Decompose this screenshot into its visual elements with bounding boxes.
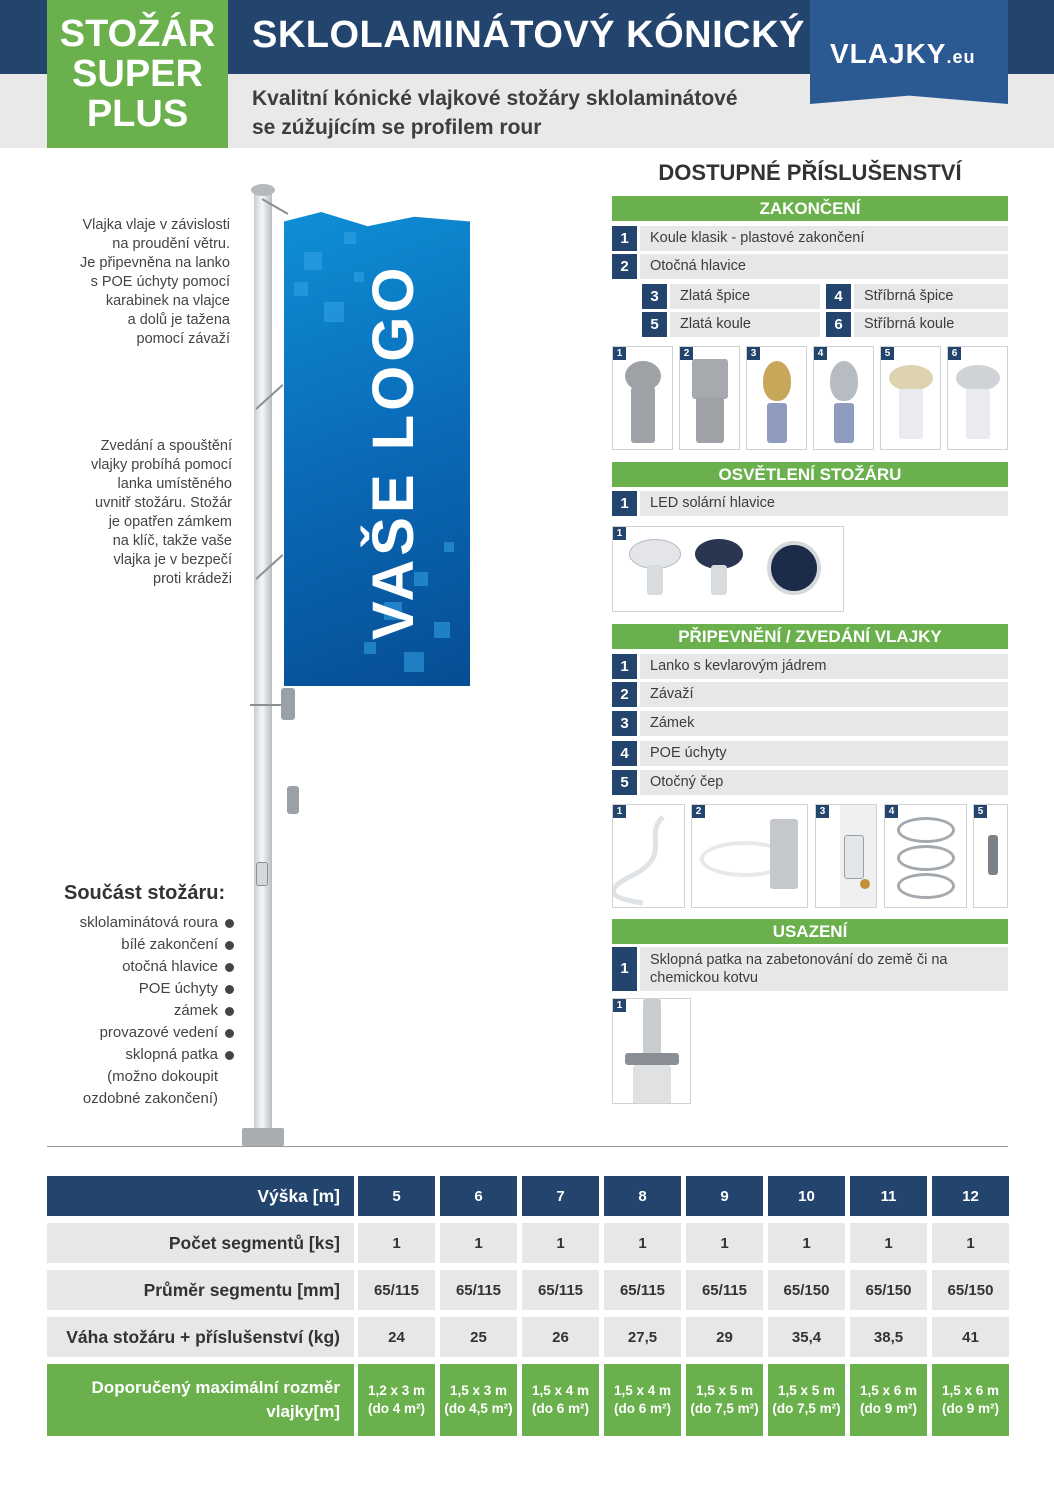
table-row-label: Průměr segmentu [mm] (47, 1270, 354, 1310)
table-cell: 9 (686, 1176, 763, 1216)
note-line: na klíč, takže vaše (112, 533, 232, 549)
table-cell: 65/150 (850, 1270, 927, 1310)
table-cell: 24 (358, 1317, 435, 1357)
table-cell (604, 1364, 681, 1436)
note-line: je opatřen zámkem (108, 514, 232, 530)
item-label: POE úchyty (640, 741, 1008, 766)
led-base (647, 565, 663, 595)
item-number: 4 (612, 741, 637, 766)
finial-base (899, 389, 923, 439)
table-cell: 26 (522, 1317, 599, 1357)
part-item: otočná hlavice (40, 956, 236, 978)
accessory-row (642, 312, 820, 337)
table-cell (686, 1364, 763, 1436)
flag-note (40, 216, 230, 349)
swivel-thumb (973, 804, 1008, 908)
base-thumb (612, 998, 691, 1104)
thumb-number: 1 (613, 805, 626, 818)
thumb-number: 3 (816, 805, 829, 818)
lock-icon (256, 862, 268, 886)
item-number: 1 (612, 654, 637, 679)
table-row-label: Počet segmentů [ks] (47, 1223, 354, 1263)
item-label: Závaží (640, 682, 1008, 707)
accessory-row (612, 682, 1008, 707)
thumb-number: 6 (948, 347, 961, 360)
swivel-icon (988, 835, 998, 875)
item-number: 2 (612, 254, 637, 279)
item-label: Zlatá koule (670, 312, 820, 337)
item-label: Koule klasik - plastové zakončení (640, 226, 1008, 251)
item-label: Stříbrná koule (854, 312, 1008, 337)
finial-base (834, 403, 854, 443)
table-cell: 25 (440, 1317, 517, 1357)
flag-size: 1,5 x 4 m (531, 1383, 590, 1398)
table-cell: 65/115 (686, 1270, 763, 1310)
part-item: provazové vedení (40, 1022, 236, 1044)
flag-size: 1,5 x 3 m (449, 1383, 508, 1398)
thumb-number: 4 (885, 805, 898, 818)
badge-line: SUPER (72, 53, 203, 95)
flag-size: 1,5 x 5 m (777, 1383, 836, 1398)
table-cell: 1 (768, 1223, 845, 1263)
table-cell (358, 1364, 435, 1436)
thumb-number: 5 (881, 347, 894, 360)
flag-area: (do 6 m²) (532, 1401, 589, 1416)
table-cell (440, 1364, 517, 1436)
solar-panel-top (767, 541, 821, 595)
accessory-row (612, 491, 1008, 516)
ring-icon (897, 873, 955, 899)
parts-list (40, 912, 236, 1110)
table-cell: 7 (522, 1176, 599, 1216)
item-label: Zlatá špice (670, 284, 820, 309)
subtitle-line: Kvalitní kónické vlajkové stožáry sklolaminátové (252, 87, 738, 110)
item-label: Lanko s kevlarovým jádrem (640, 654, 1008, 679)
weight-thumb (691, 804, 808, 908)
silver-spike (830, 361, 858, 401)
flag-size: 1,5 x 4 m (613, 1383, 672, 1398)
badge-line: PLUS (86, 93, 189, 135)
item-number: 5 (642, 312, 667, 337)
flag-pattern (404, 652, 424, 672)
logo-suffix: .eu (946, 47, 976, 67)
ring-icon (897, 817, 955, 843)
item-label: Otočný čep (640, 770, 1008, 795)
part-note: ozdobné zakončení) (82, 1090, 218, 1107)
key-icon (860, 879, 870, 889)
weight-body (770, 819, 798, 889)
note-line: s POE úchyty pomocí (90, 274, 230, 290)
section-header-osvetleni: OSVĚTLENÍ STOŽÁRU (612, 462, 1008, 487)
finial-thumb (880, 346, 941, 450)
rope-thumb (612, 804, 685, 908)
table-cell: 65/115 (604, 1270, 681, 1310)
flag-area: (do 6 m²) (614, 1401, 671, 1416)
flag-logo-text: VAŠE LOGO (361, 263, 426, 640)
table-cell (522, 1364, 599, 1436)
note-line: Zvedání a spouštění (100, 438, 232, 454)
thumb-number: 2 (680, 347, 693, 360)
table-row-label: Doporučený maximální rozměr vlajky[m] (47, 1364, 354, 1436)
table-cell: 27,5 (604, 1317, 681, 1357)
flag-pattern (444, 542, 454, 552)
note-line: a dolů je tažena (127, 312, 230, 328)
part-item: sklolaminátová roura (40, 912, 236, 934)
item-number: 3 (612, 711, 637, 736)
table-cell: 1 (850, 1223, 927, 1263)
accessory-row (612, 741, 1008, 766)
note-line: Je připevněna na lanko (80, 255, 230, 271)
page-title: SKLOLAMINÁTOVÝ KÓNICKÝ (252, 14, 805, 56)
finial-base (767, 403, 787, 443)
table-cell: 41 (932, 1317, 1009, 1357)
table-cell: 65/150 (768, 1270, 845, 1310)
note-line: pomocí závaží (136, 331, 230, 347)
flag-size: 1,5 x 5 m (695, 1383, 754, 1398)
flag-size: 1,5 x 6 m (859, 1383, 918, 1398)
flag-area: (do 9 m²) (942, 1401, 999, 1416)
finial-head (692, 359, 728, 399)
item-number: 6 (826, 312, 851, 337)
accessory-row (612, 654, 1008, 679)
thumb-number: 1 (613, 527, 626, 540)
parts-title: Součást stožáru: (64, 882, 226, 904)
part-item: bílé zakončení (40, 934, 236, 956)
flag-pattern (434, 622, 450, 638)
silver-ball (956, 365, 1000, 391)
note-line: uvnitř stožáru. Stožár (95, 495, 232, 511)
section-header-usazeni: USAZENÍ (612, 919, 1008, 944)
pole-section (643, 999, 661, 1055)
divider (47, 1146, 1008, 1147)
table-row-label: Výška [m] (47, 1176, 354, 1216)
table-cell: 1 (358, 1223, 435, 1263)
table-cell: 65/115 (440, 1270, 517, 1310)
note-line: vlajky probíhá pomocí (90, 457, 232, 473)
note-line: karabinek na vlajce (105, 293, 230, 309)
section-header-zakonceni: ZAKONČENÍ (612, 196, 1008, 221)
table-cell: 11 (850, 1176, 927, 1216)
led-thumb (612, 526, 844, 612)
item-number: 2 (612, 682, 637, 707)
part-item: POE úchyty (40, 978, 236, 1000)
gold-spike (763, 361, 791, 401)
accessory-row (612, 226, 1008, 251)
flag-area: (do 4 m²) (368, 1401, 425, 1416)
badge-line: STOŽÁR (59, 13, 216, 55)
finial-thumb (813, 346, 874, 450)
accessory-row (612, 947, 1008, 991)
page-subtitle (252, 84, 738, 142)
table-cell: 29 (686, 1317, 763, 1357)
flag-pattern (344, 232, 356, 244)
flag-pattern (324, 302, 344, 322)
rope-icon (613, 805, 685, 908)
thumb-number: 3 (747, 347, 760, 360)
flag-area: (do 9 m²) (860, 1401, 917, 1416)
logo-main: VLAJKY (830, 38, 947, 69)
item-number: 1 (612, 491, 637, 516)
table-cell: 10 (768, 1176, 845, 1216)
thumb-number: 4 (814, 347, 827, 360)
table-cell: 1 (440, 1223, 517, 1263)
table-cell: 5 (358, 1176, 435, 1216)
table-cell: 65/115 (358, 1270, 435, 1310)
item-label: LED solární hlavice (640, 491, 1008, 516)
accessory-row (612, 711, 1008, 736)
note-line: vlajka je v bezpečí (113, 552, 232, 568)
accessory-row (612, 254, 1008, 279)
finial-thumb (947, 346, 1008, 450)
subtitle-line: se zúžujícím se profilem rour (252, 116, 542, 139)
item-number: 1 (612, 226, 637, 251)
table-cell: 1 (522, 1223, 599, 1263)
item-label: Otočná hlavice (640, 254, 1008, 279)
finial-thumb (612, 346, 673, 450)
item-label: Stříbrná špice (854, 284, 1008, 309)
accessory-row (612, 770, 1008, 795)
table-cell (850, 1364, 927, 1436)
finial-base (631, 387, 655, 443)
gold-ball (889, 365, 933, 391)
table-cell: 65/150 (932, 1270, 1009, 1310)
table-cell: 35,4 (768, 1317, 845, 1357)
page-header (0, 0, 1054, 148)
item-label: Sklopná patka na zabetonování do země či na chemickou kotvu (640, 947, 1008, 991)
lock-body (844, 835, 864, 879)
flag-pattern (364, 642, 376, 654)
flag-pattern (294, 282, 308, 296)
part-item: sklopná patka (40, 1044, 236, 1066)
finial-base (966, 389, 990, 439)
weight-clip (281, 688, 295, 720)
part-item: zámek (40, 1000, 236, 1022)
thumb-number: 2 (692, 805, 705, 818)
item-label: Zámek (640, 711, 1008, 736)
brand-logo (830, 38, 975, 70)
table-cell: 65/115 (522, 1270, 599, 1310)
accessory-row (826, 284, 1008, 309)
table-row-label: Váha stožáru + příslušenství (kg) (47, 1317, 354, 1357)
poe-thumb (884, 804, 967, 908)
finial-base (696, 397, 724, 443)
accessory-row (642, 284, 820, 309)
lock-thumb (815, 804, 877, 908)
led-base (711, 565, 727, 595)
table-cell (932, 1364, 1009, 1436)
section-header-pripevneni: PŘIPEVNĚNÍ / ZVEDÁNÍ VLAJKY (612, 624, 1008, 649)
flag-area: (do 7,5 m²) (690, 1401, 759, 1416)
flag-area: (do 7,5 m²) (772, 1401, 841, 1416)
accessories-title: DOSTUPNÉ PŘÍSLUŠENSTVÍ (658, 160, 962, 185)
flagpole (254, 192, 272, 1136)
table-cell: 38,5 (850, 1317, 927, 1357)
item-number: 1 (612, 947, 637, 991)
hoist-note (40, 437, 232, 589)
table-cell: 8 (604, 1176, 681, 1216)
table-cell: 6 (440, 1176, 517, 1216)
item-number: 4 (826, 284, 851, 309)
ring-icon (897, 845, 955, 871)
product-badge (47, 0, 228, 148)
thumb-number: 1 (613, 347, 626, 360)
finial-thumb (746, 346, 807, 450)
item-number: 5 (612, 770, 637, 795)
thumb-number: 5 (974, 805, 987, 818)
note-line: lanka umístěného (117, 476, 232, 492)
part-note: (možno dokoupit (107, 1068, 218, 1085)
flag-size: 1,5 x 6 m (941, 1383, 1000, 1398)
table-cell: 12 (932, 1176, 1009, 1216)
pole-base (242, 1128, 284, 1146)
flag-area: (do 4,5 m²) (444, 1401, 513, 1416)
item-number: 3 (642, 284, 667, 309)
accessory-row (826, 312, 1008, 337)
thumb-number: 1 (613, 999, 626, 1012)
table-cell: 1 (686, 1223, 763, 1263)
flag-size: 1,2 x 3 m (367, 1383, 426, 1398)
flag-pattern (304, 252, 322, 270)
table-cell: 1 (932, 1223, 1009, 1263)
base-anchor (633, 1065, 671, 1104)
finial-thumb (679, 346, 740, 450)
note-line: Vlajka vlaje v závislosti (82, 217, 230, 233)
tilt-base-icon (625, 1053, 679, 1065)
note-line: na proudění větru. (112, 236, 230, 252)
swivel-clip (287, 786, 299, 814)
table-cell: 1 (604, 1223, 681, 1263)
pole-finial (251, 184, 275, 196)
table-cell (768, 1364, 845, 1436)
note-line: proti krádeži (153, 571, 232, 587)
